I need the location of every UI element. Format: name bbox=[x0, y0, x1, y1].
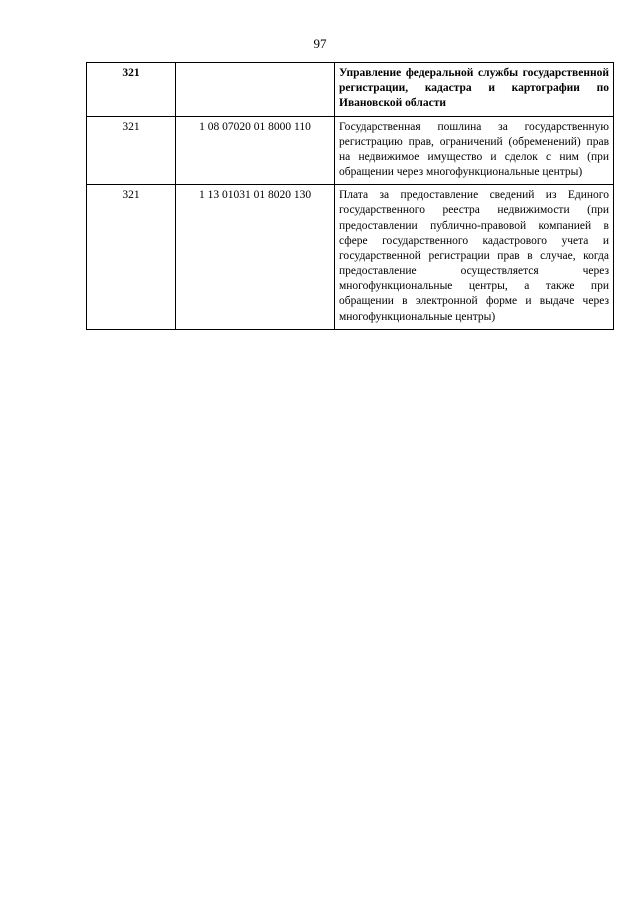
cell-admin-code: 321 bbox=[87, 185, 176, 330]
cell-kbk-code: 1 08 07020 01 8000 110 bbox=[176, 116, 335, 185]
table-row bbox=[87, 63, 614, 117]
cell-name: Плата за предоставление сведений из Единого государственного реестра недвижимости (при предоставлении публично-правовой компанией в сфере государственного кадастрового учета и государственной регистрации прав в случае, когда предоставление осуществляется через многофункциональные центры, а также при обращении в электронной форме и выдаче через многофункциональные центры) bbox=[335, 185, 614, 330]
cell-admin-code: 321 bbox=[87, 116, 176, 185]
table-row bbox=[87, 116, 614, 185]
page-number: 97 bbox=[313, 36, 327, 51]
budget-codes-table bbox=[86, 62, 614, 330]
table-body bbox=[87, 63, 614, 330]
cell-name: Управление федеральной службы государственной регистрации, кадастра и картографии по Ивановской области bbox=[335, 63, 614, 117]
cell-admin-code: 321 bbox=[87, 63, 176, 117]
cell-kbk-code bbox=[176, 63, 335, 117]
cell-kbk-code: 1 13 01031 01 8020 130 bbox=[176, 185, 335, 330]
table-row bbox=[87, 185, 614, 330]
cell-name: Государственная пошлина за государственную регистрацию прав, ограничений (обременений) прав на недвижимое имущество и сделок с ним (при обращении через многофункциональные центры) bbox=[335, 116, 614, 185]
